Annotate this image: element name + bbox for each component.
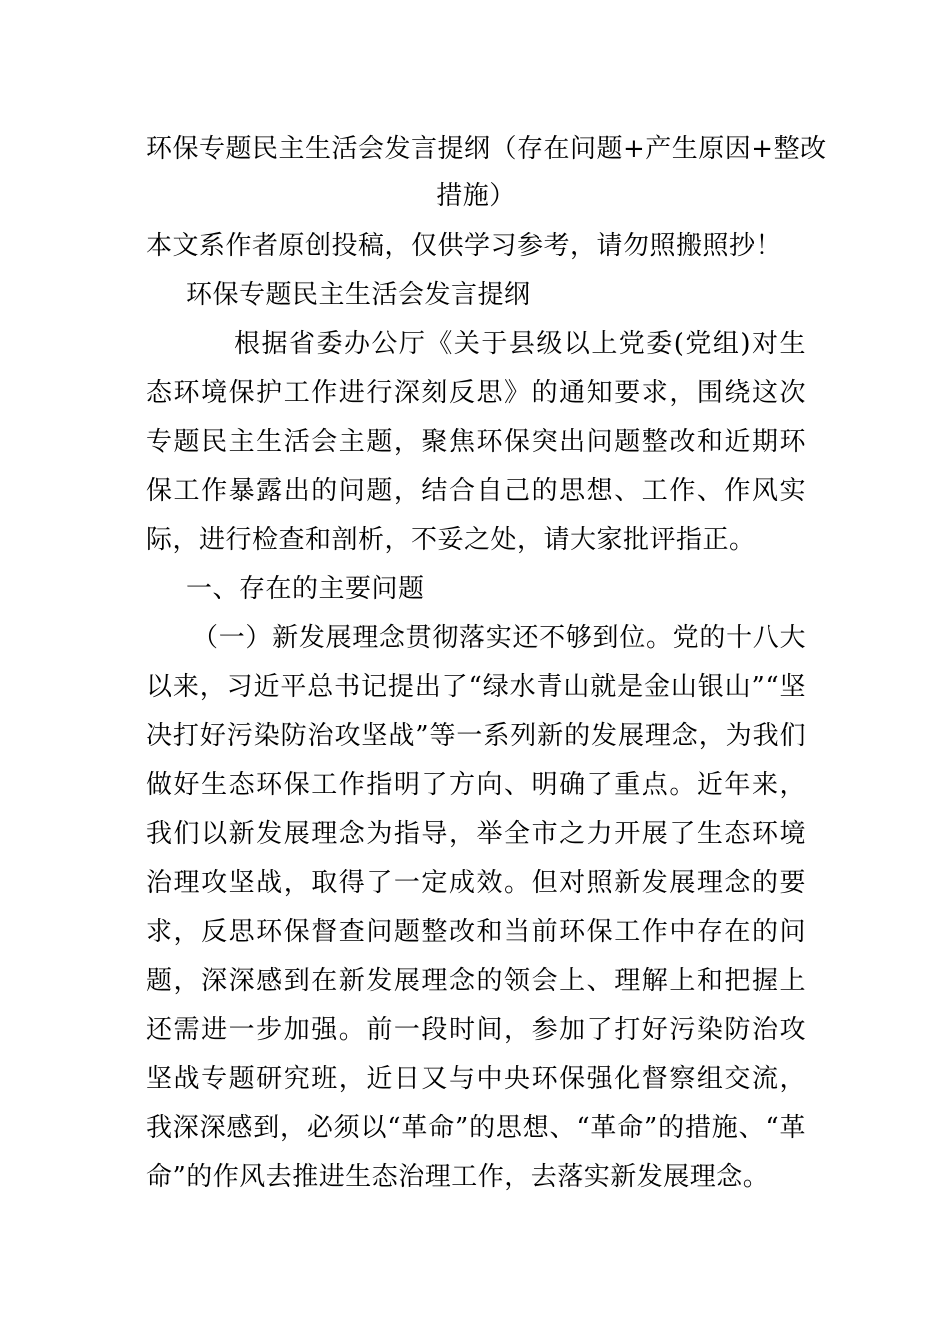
intro-paragraph: 根据省委办公厅《关于县级以上党委(党组)对生态环境保护工作进行深刻反思》的通知要求，围绕这次专题民主生活会主题，聚焦环保突出问题整改和近期环保工作暴露出的问题，结合自己的思想、工作、作风实际，进行检查和剖析，不妥之处，请大家批评指正。 [146, 329, 806, 555]
section-heading-problems: 一、存在的主要问题 [186, 574, 425, 604]
section-paragraph-1: （一）新发展理念贯彻落实还不够到位。党的十八大以来，习近平总书记提出了“绿水青山就是金山银山”“坚决打好污染防治攻坚战”等一系列新的发展理念，为我们做好生态环保工作指明了方向、明确了重点。近年来，我们以新发展理念为指导，举全市之力开展了生态环境治理攻坚战，取得了一定成效。但对照新发展理念的要求，反思环保督查问题整改和当前环保工作中存在的问题，深深感到在新发展理念的领会上、理解上和把握上还需进一步加强。前一段时间，参加了打好污染防治攻坚战专题研究班，近日又与中央环保强化督察组交流，我深深感到，必须以“革命”的思想、“革命”的措施、“革命”的作风去推进生态治理工作，去落实新发展理念。 [146, 623, 806, 1192]
title-line-2: 措施） [436, 181, 516, 211]
document-title [146, 126, 827, 220]
title-line-1: 环保专题民主生活会发言提纲（存在问题+产生原因+整改 [146, 134, 827, 164]
document-subtitle: 环保专题民主生活会发言提纲 [186, 280, 531, 310]
copyright-notice: 本文系作者原创投稿，仅供学习参考，请勿照搬照抄！ [146, 231, 783, 261]
document-body [146, 126, 827, 1202]
